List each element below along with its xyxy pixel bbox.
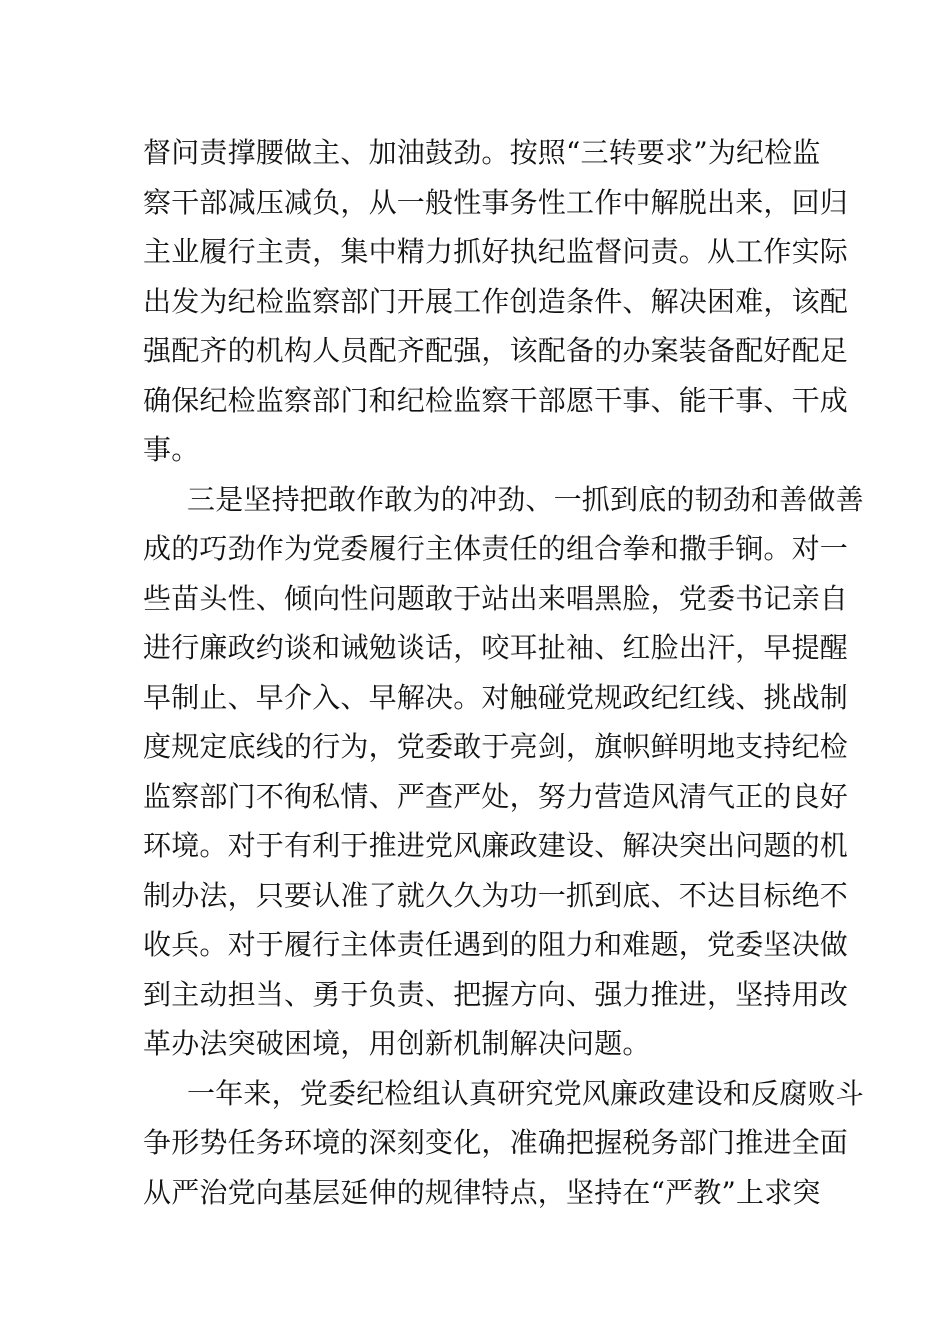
text-line: 强配齐的机构人员配齐配强，该配备的办案装备配好配足 xyxy=(143,334,849,367)
text-line: 确保纪检监察部门和纪检监察干部愿干事、能干事、干成 xyxy=(143,383,849,417)
body-text xyxy=(143,128,864,1217)
text-line: 监察部门不徇私情、严查严处，努力营造风清气正的良好 xyxy=(143,779,849,813)
text-line: 成的巧劲作为党委履行主体责任的组合拳和撒手锏。对一 xyxy=(143,532,849,565)
text-line: 出发为纪检监察部门开展工作创造条件、解决困难，该配 xyxy=(143,284,849,318)
text-line: 革办法突破困境，用创新机制解决问题。 xyxy=(143,1027,651,1060)
text-line: 事。 xyxy=(143,433,200,466)
paragraph-1 xyxy=(143,128,849,475)
text-line: 察干部减压减负，从一般性事务性工作中解脱出来，回归 xyxy=(143,185,849,219)
text-line: 争形势任务环境的深刻变化，准确把握税务部门推进全面 xyxy=(143,1126,849,1159)
text-line: 早制止、早介入、早解决。对触碰党规政纪红线、挑战制 xyxy=(143,680,849,714)
text-line: 到主动担当、勇于负责、把握方向、强力推进，坚持用改 xyxy=(143,977,849,1011)
text-line-first: 一年来，党委纪检组认真研究党风廉政建设和反腐败斗 xyxy=(187,1076,864,1110)
text-line: 些苗头性、倾向性问题敢于站出来唱黑脸，党委书记亲自 xyxy=(143,581,849,615)
text-line: 制办法，只要认准了就久久为功一抓到底、不达目标绝不 xyxy=(143,878,849,912)
text-line: 督问责撑腰做主、加油鼓劲。按照“三转要求”为纪检监 xyxy=(143,136,821,169)
text-line: 主业履行主责，集中精力抓好执纪监督问责。从工作实际 xyxy=(143,235,849,268)
paragraph-2 xyxy=(143,475,864,1069)
text-line: 收兵。对于履行主体责任遇到的阻力和难题，党委坚决做 xyxy=(143,928,849,961)
paragraph-3 xyxy=(143,1069,864,1218)
text-line: 进行廉政约谈和诫勉谈话，咬耳扯袖、红脸出汗，早提醒 xyxy=(143,631,849,664)
text-line: 度规定底线的行为，党委敢于亮剑，旗帜鲜明地支持纪检 xyxy=(143,730,849,763)
text-line-first: 三是坚持把敢作敢为的冲劲、一抓到底的韧劲和善做善 xyxy=(187,482,864,516)
text-line: 从严治党向基层延伸的规律特点，坚持在“严教”上求突 xyxy=(143,1175,821,1209)
text-line: 环境。对于有利于推进党风廉政建设、解决突出问题的机 xyxy=(143,829,849,862)
